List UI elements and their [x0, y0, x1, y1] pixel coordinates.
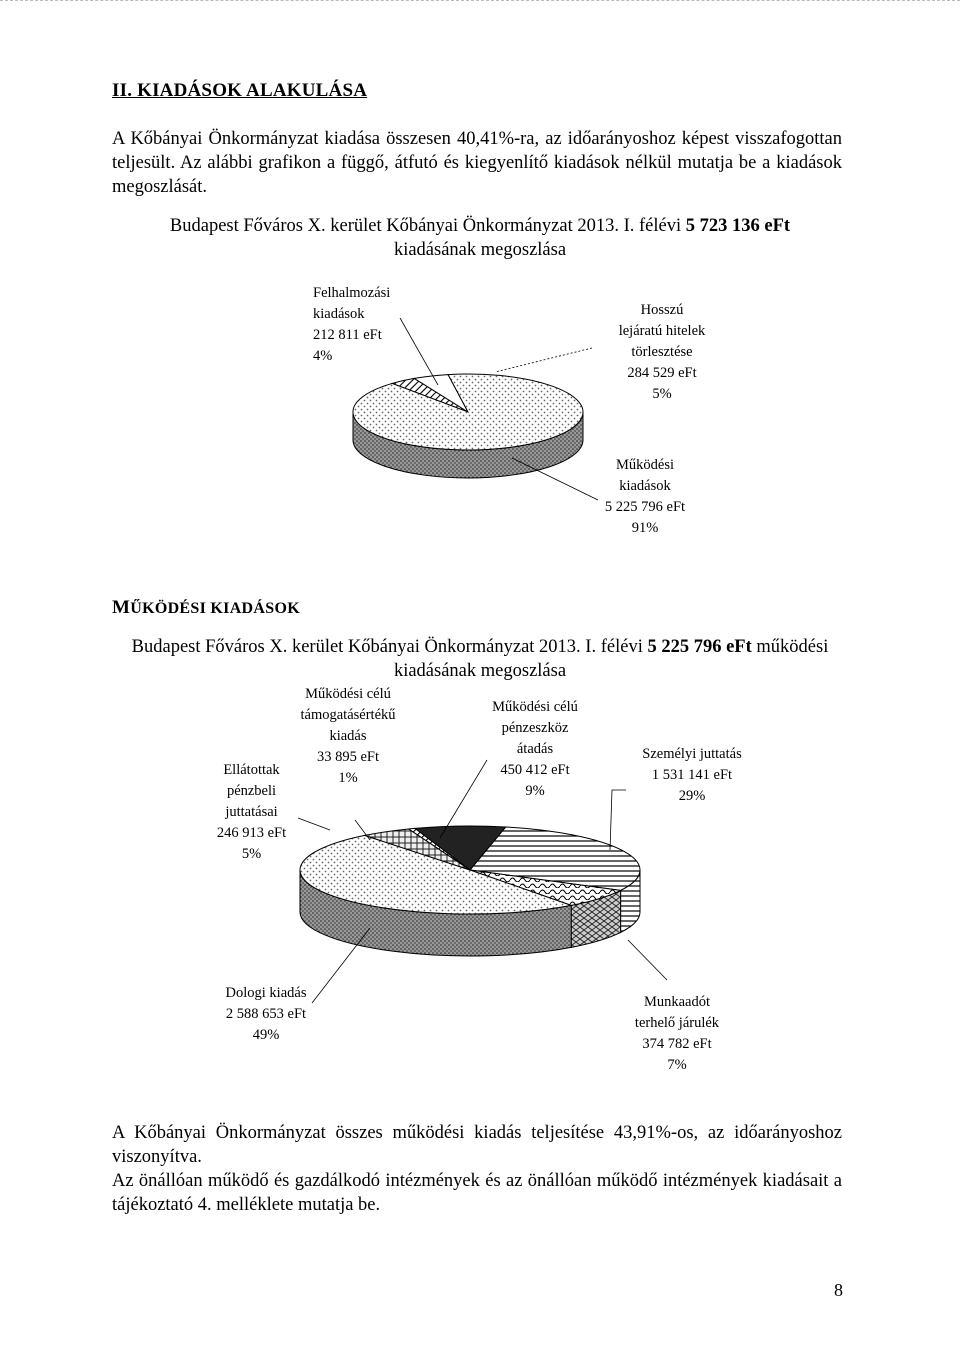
- chart2-label-szemelyi: Személyi juttatás 1 531 141 eFt 29%: [642, 746, 742, 804]
- chart2-title-suffix: működési: [751, 637, 829, 657]
- chart2-title-prefix: Budapest Főváros X. kerület Kőbányai Önkormányzat 2013. I. félévi: [131, 637, 648, 657]
- chart2-leader-line: [298, 818, 330, 830]
- chart2-title-total: 5 225 796 eFt: [647, 637, 752, 657]
- chart1-title-prefix: Budapest Főváros X. kerület Kőbányai Önkormányzat 2013. I. félévi: [169, 216, 686, 236]
- page-number: 8: [834, 1280, 843, 1300]
- intro-paragraph: A Kőbányai Önkormányzat kiadása összesen 40,41%-ra, az időarányoshoz képest visszafogottan teljesült. Az alábbi grafikon a függő, átfutó és kiegyenlítő kiadások nélkül mutatja be a kiadások megoszlását.: [112, 129, 842, 197]
- chart1-label-felhalmozasi: Felhalmozási kiadások 212 811 eFt 4%: [313, 285, 391, 364]
- chart2-label-ellatottak: Ellátottak pénzbeli juttatásai 246 913 eFt 5%: [216, 762, 287, 862]
- chart2-label-mukodesi-tamogatas: Működési célú támogatásértékű kiadás 33 895 eFt 1%: [300, 686, 396, 786]
- chart2-label-dologi: Dologi kiadás 2 588 653 eFt 49%: [225, 985, 307, 1043]
- chart2-label-penzeszkoz: Működési célú pénzeszköz átadás 450 412 eFt 9%: [492, 699, 578, 799]
- chart2-label-munkaado: Munkaadót terhelő járulék 374 782 eFt 7%: [634, 994, 720, 1073]
- chart1-title-total: 5 723 136 eFt: [685, 216, 791, 236]
- chart1-title-line2: kiadásának megoszlása: [393, 240, 567, 260]
- chart2-pie-top: [300, 826, 640, 914]
- chart1-label-hosszu: Hosszú lejáratú hitelek törlesztése 284 529 eFt 5%: [618, 302, 706, 402]
- chart1-label-mukodesi: Működési kiadások 5 225 796 eFt 91%: [604, 457, 686, 536]
- closing-paragraph-1: A Kőbányai Önkormányzat összes működési kiadás teljesítése 43,91%-os, az időarányoshoz viszonyítva.: [112, 1123, 842, 1167]
- closing-paragraph-2: Az önállóan működő és gazdálkodó intézmények és az önállóan működő intézmények kiadásait a tájékoztató 4. melléklete mutatja be.: [112, 1171, 842, 1215]
- chart2-title-line2: kiadásának megoszlása: [393, 661, 567, 681]
- chart2-leader-line: [628, 940, 667, 980]
- subheading-mukodesi-kiadasok: MŰKÖDÉSI KIADÁSOK: [112, 597, 300, 618]
- section-title: II. KIADÁSOK ALAKULÁSA: [112, 80, 368, 101]
